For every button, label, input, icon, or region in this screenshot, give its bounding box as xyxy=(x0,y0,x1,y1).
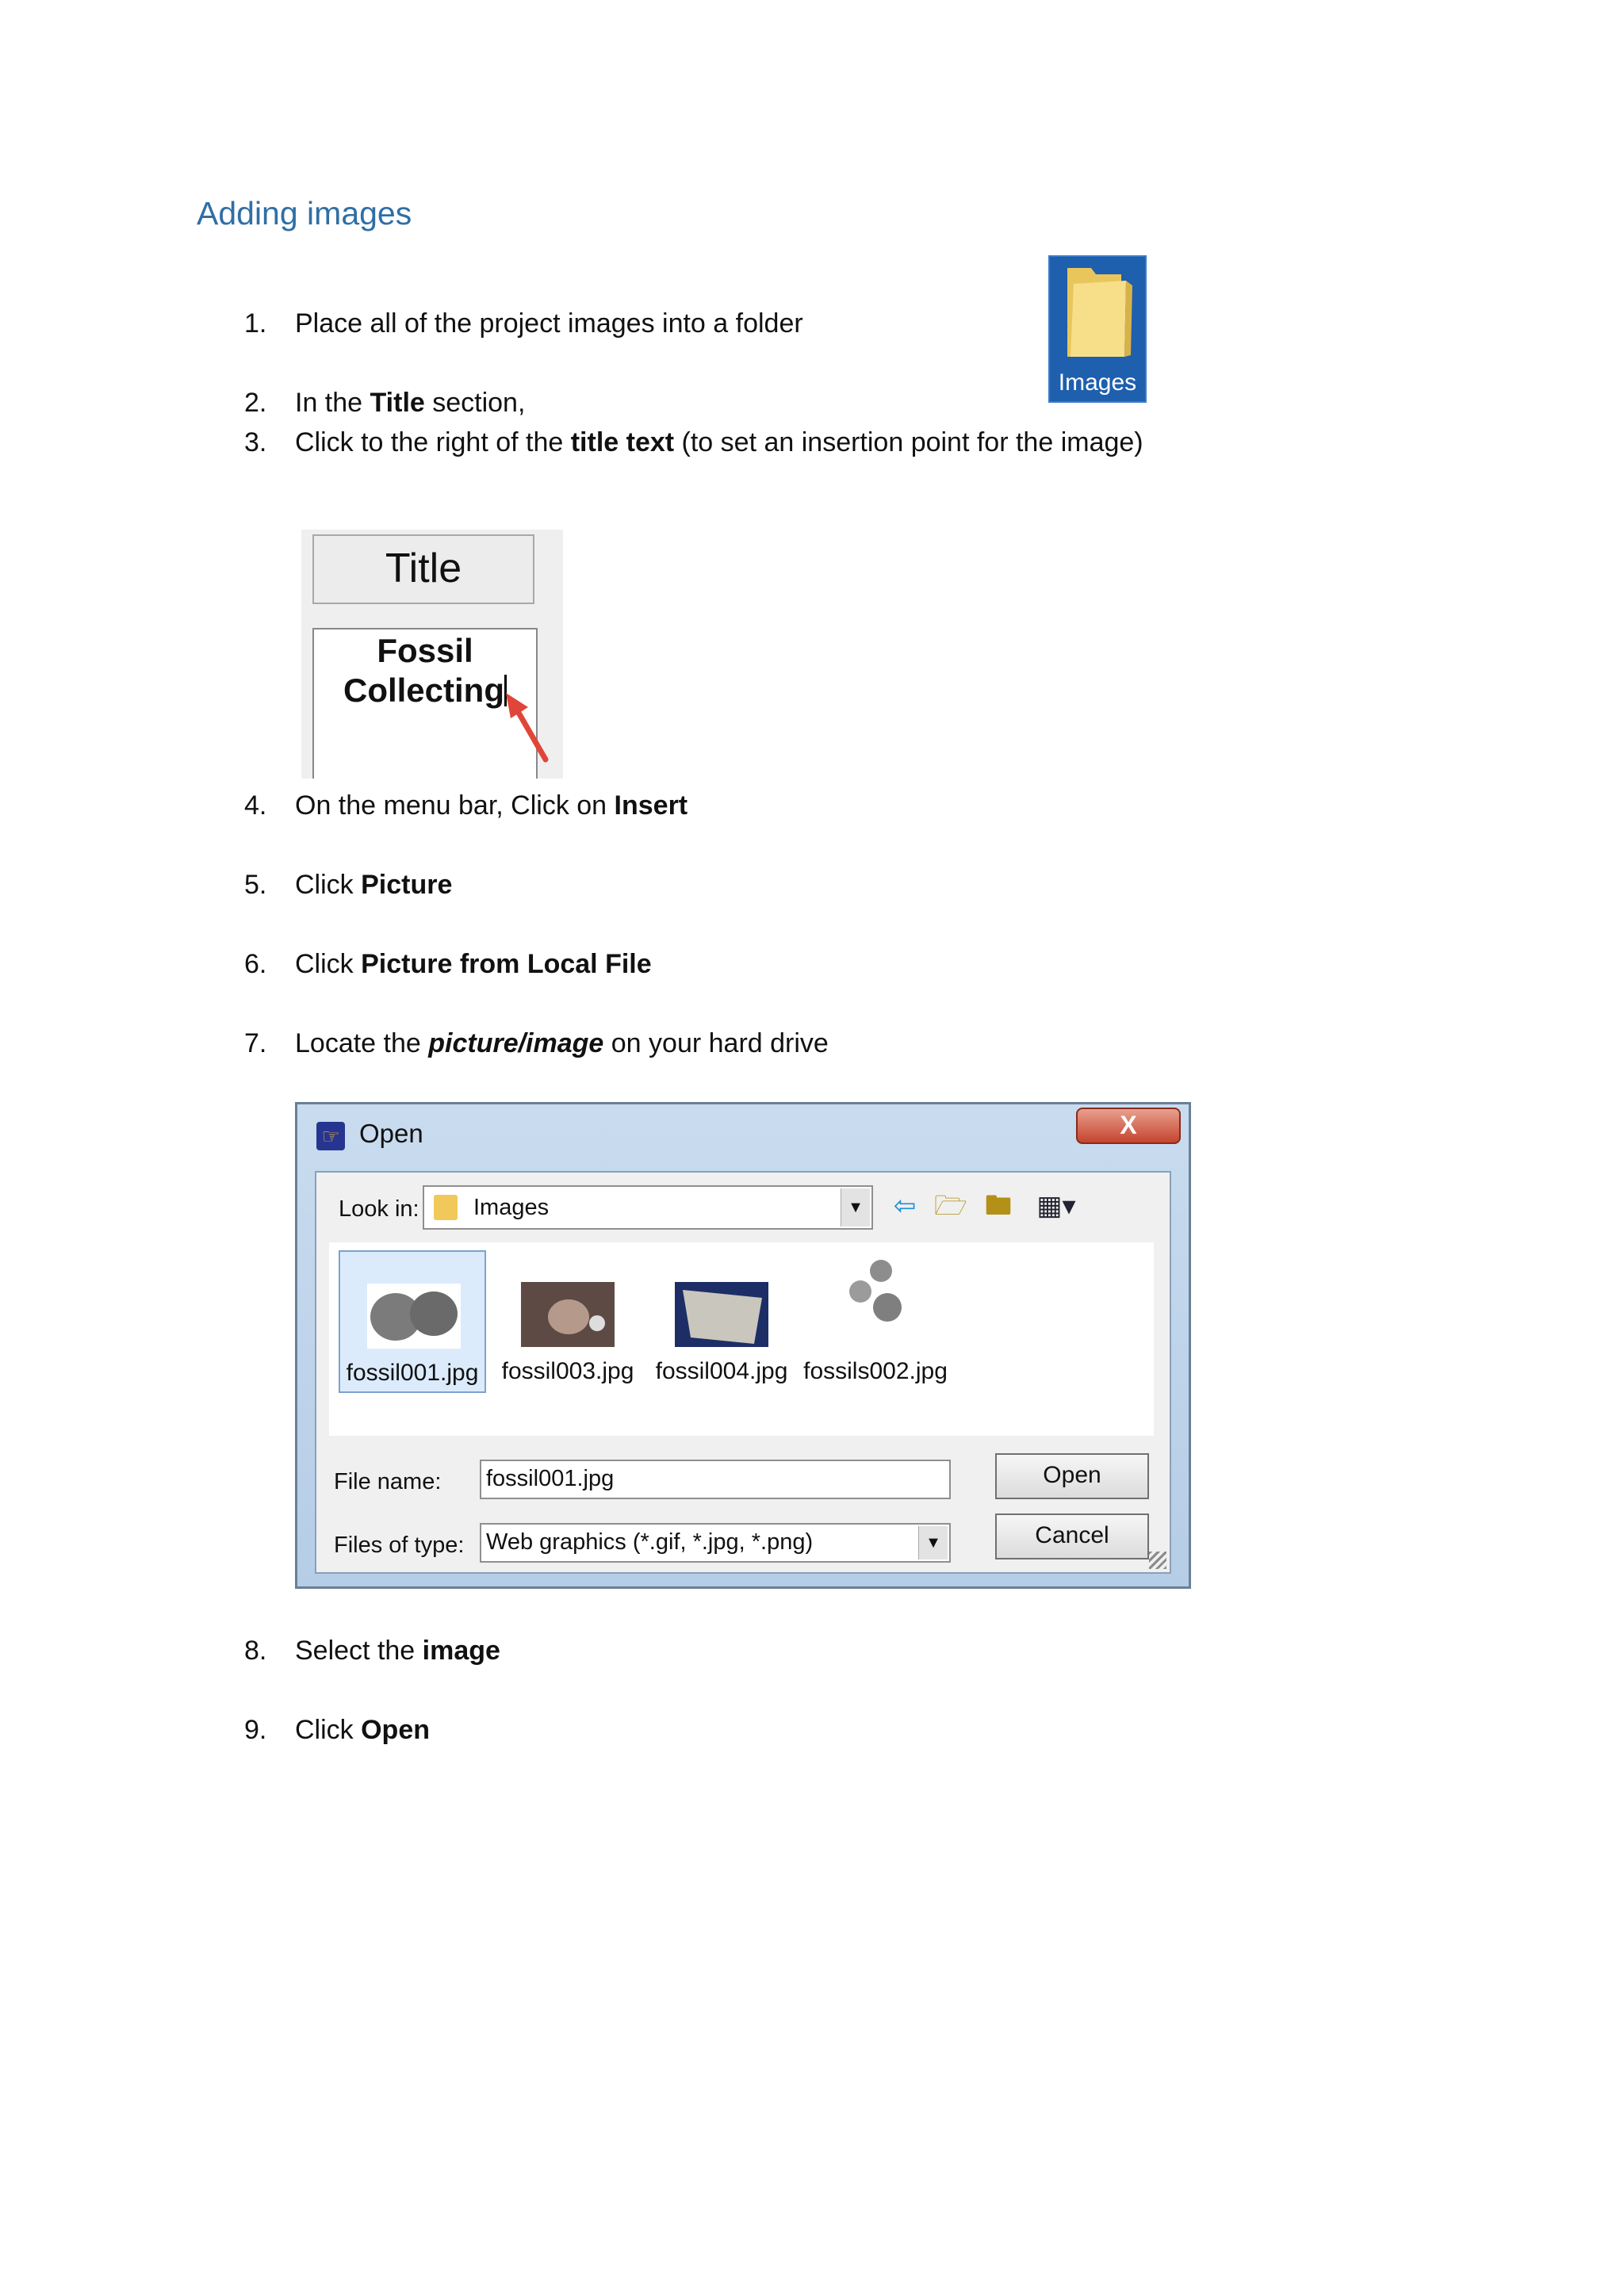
file-item[interactable] xyxy=(802,1250,949,1393)
chevron-down-icon[interactable]: ▼ xyxy=(918,1526,948,1559)
step-number: 9. xyxy=(244,1715,267,1745)
step-text-pre: Click to the right of the xyxy=(295,427,571,457)
step-text-pre: On the menu bar, Click on xyxy=(295,790,615,821)
dialog-titlebar[interactable] xyxy=(297,1104,1189,1168)
look-in-select[interactable] xyxy=(423,1185,873,1230)
step-text-post: on your hard drive xyxy=(603,1028,829,1058)
folder-icon xyxy=(434,1195,458,1220)
file-name: fossil001.jpg xyxy=(346,1360,479,1386)
chevron-down-icon[interactable]: ▼ xyxy=(841,1188,870,1226)
step-number: 5. xyxy=(244,870,267,900)
look-in-value: Images xyxy=(473,1195,550,1220)
step-number: 6. xyxy=(244,949,267,979)
step-text: Place all of the project images into a folder xyxy=(295,308,803,339)
dialog-title: Open xyxy=(359,1119,423,1148)
step-text-pre: Click xyxy=(295,1715,362,1745)
file-type-label: Files of type: xyxy=(334,1533,465,1558)
file-name-input[interactable]: fossil001.jpg xyxy=(480,1460,951,1499)
fossil-thumbnail-image xyxy=(521,1282,615,1347)
view-menu-icon[interactable]: ▦▾ xyxy=(1036,1191,1076,1221)
step-text-pre: Click xyxy=(295,870,362,900)
folder-icon xyxy=(1059,262,1139,365)
file-item[interactable] xyxy=(494,1250,642,1393)
page-heading: Adding images xyxy=(197,195,412,232)
step-number: 8. xyxy=(244,1636,267,1666)
new-folder-icon[interactable]: 🖿 xyxy=(985,1191,1012,1221)
open-button[interactable]: Open xyxy=(995,1453,1149,1499)
close-button[interactable]: X xyxy=(1076,1108,1181,1144)
step-text-bold: Title xyxy=(370,388,425,418)
back-arrow-icon[interactable]: ⇦ xyxy=(893,1191,917,1221)
file-list xyxy=(329,1242,1154,1436)
step-text-pre: Click xyxy=(295,949,362,979)
step-text-post: (to set an insertion point for the image) xyxy=(674,427,1143,457)
step-number: 3. xyxy=(244,427,267,457)
step-text-bold: image xyxy=(422,1636,500,1666)
look-in-label: Look in: xyxy=(339,1196,419,1222)
step-text-bold: Open xyxy=(361,1715,431,1745)
dialog-body xyxy=(315,1171,1171,1574)
step-text-pre: In the xyxy=(295,388,370,418)
step-text-bold: Picture xyxy=(361,870,453,900)
app-icon: ☞ xyxy=(316,1122,345,1150)
folder-label: Images xyxy=(1058,369,1137,396)
file-name-label: File name: xyxy=(334,1469,442,1494)
fossil-thumbnail-image xyxy=(367,1284,461,1349)
step-text-bold: picture/image xyxy=(428,1028,604,1058)
file-name: fossils002.jpg xyxy=(803,1358,948,1384)
title-line-2: Collecting xyxy=(343,672,504,709)
file-type-select[interactable] xyxy=(480,1523,951,1563)
step-text-pre: Locate the xyxy=(295,1028,429,1058)
fossil-thumbnail-image xyxy=(829,1247,922,1334)
file-name: fossil004.jpg xyxy=(655,1358,788,1384)
step-number: 1. xyxy=(244,308,267,339)
images-folder-icon[interactable] xyxy=(1048,255,1147,403)
step-text-bold: Picture from Local File xyxy=(361,949,652,979)
file-item[interactable] xyxy=(648,1250,795,1393)
resize-grip-icon[interactable] xyxy=(1149,1552,1166,1569)
step-number: 7. xyxy=(244,1028,267,1058)
step-number: 2. xyxy=(244,388,267,418)
file-type-value: Web graphics (*.gif, *.jpg, *.png) xyxy=(486,1529,814,1555)
fossil-thumbnail-image xyxy=(675,1282,768,1347)
step-text-pre: Select the xyxy=(295,1636,423,1666)
file-name: fossil003.jpg xyxy=(501,1358,634,1384)
title-section-screenshot xyxy=(301,530,563,779)
up-folder-icon[interactable]: 🗁 xyxy=(933,1191,968,1221)
open-file-dialog xyxy=(295,1102,1191,1589)
step-number: 4. xyxy=(244,790,267,821)
title-line-1: Fossil xyxy=(377,632,473,669)
red-arrow-icon xyxy=(498,687,561,766)
file-item[interactable] xyxy=(339,1250,486,1393)
step-text-bold: Insert xyxy=(614,790,688,821)
step-text-bold: title text xyxy=(570,427,675,457)
title-header-button[interactable]: Title xyxy=(312,534,534,604)
cancel-button[interactable]: Cancel xyxy=(995,1513,1149,1559)
step-text-post: section, xyxy=(424,388,526,418)
